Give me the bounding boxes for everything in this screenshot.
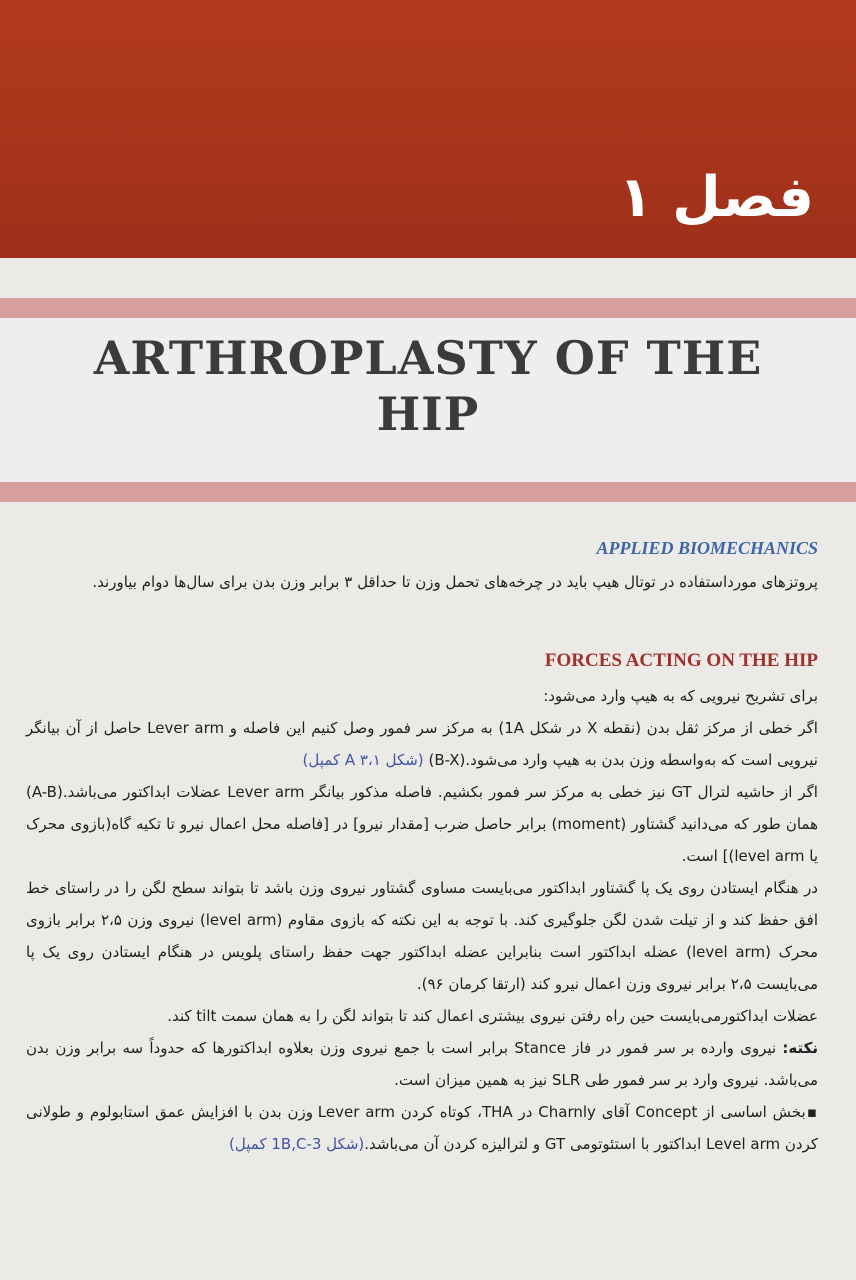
forces-body [26, 680, 818, 1160]
body-line-intro: برای تشریح نیرویی که به هیپ وارد می‌شود: [543, 687, 818, 705]
note-paragraph: نکته: نیروی وارده بر سر فمور در فاز Stance برابر است با جمع نیروی وزن بعلاوه ابداکتورها که حدوداً سه برابر وزن بدن می‌باشد. نیروی وارد بر سر فمور طی SLR نیز به همین میزان است. [26, 1039, 818, 1089]
note-label: نکته: [782, 1039, 818, 1057]
body-paragraph-5: ▪بخش اساسی از Concept آقای Charnly در THA، کوتاه کردن Lever arm وزن بدن با افزایش عمق استابولوم و طولانی کردن Level arm ابداکتور با استئوتومی GT و لترالیزه کردن آن می‌باشد.(شکل 3-1B,C کمپل) [26, 1103, 818, 1153]
body-paragraph-3: در هنگام ایستادن روی یک پا گشتاور ابداکتور می‌بایست مساوی گشتاور نیروی وزن باشد تا بتواند سطح لگن را در راستای خط افق حفظ کند و از تیلت شدن لگن جلوگیری کند. با توجه به این نکته که بازوی مقاوم (level arm) نیروی وزن ۲،۵ برابر بازوی محرک (level arm) عضله ابداکتور است بنابراین عضله ابداکتور جهت حفظ راستای پلویس در هنگام ایستادن روی یک پا می‌بایست ۲،۵ برابر نیروی وزن اعمال نیرو کند (ارتقا کرمان ۹۶). [26, 879, 818, 993]
figure-ref-2: (شکل 3-1B,C کمپل) [229, 1135, 365, 1153]
body-paragraph-4: عضلات ابداکتورمی‌بایست حین راه رفتن نیروی بیشتری اعمال کند تا بتواند لگن را به همان سمت tilt کند. [167, 1007, 818, 1025]
body-paragraph-2: اگر از حاشیه لترال GT نیز خطی به مرکز سر فمور بکشیم. فاصله مذکور بیانگر Lever arm عضلات ابداکتور می‌باشد.(A-B) همان طور که می‌دانید گشتاور (moment) برابر حاصل ضرب [مقدار نیرو] در [فاصله محل اعمال نیرو تا تکیه گاه(بازوی محرک یا level arm)] است. [26, 783, 818, 865]
main-title [0, 330, 856, 442]
chapter-label: فصل ۱ [618, 165, 814, 230]
bottom-band [0, 482, 856, 502]
applied-paragraph: پروتزهای مورداستفاده در توتال هیپ باید در چرخه‌های تحمل وزن تا حداقل ۳ برابر وزن بدن برای سال‌ها دوام بیاورند. [92, 573, 818, 591]
chapter-header [0, 0, 856, 258]
main-title-line2: HIP [376, 387, 480, 441]
applied-heading: APPLIED BIOMECHANICS [596, 538, 818, 558]
body-paragraph-1: اگر خطی از مرکز ثقل بدن (نقطه X در شکل 1A) به مرکز سر فمور وصل کنیم این فاصله و Lever arm حاصل از آن بیانگر نیرویی است که به‌واسطه وزن بدن به هیپ وارد می‌شود.(B-X) (شکل ۳،۱ A کمپل) [26, 719, 818, 769]
main-title-line1: ARTHROPLASTY OF THE [93, 331, 763, 385]
forces-heading: FORCES ACTING ON THE HIP [544, 650, 818, 671]
top-band [0, 298, 856, 318]
figure-ref-1: (شکل ۳،۱ A کمپل) [302, 751, 424, 769]
